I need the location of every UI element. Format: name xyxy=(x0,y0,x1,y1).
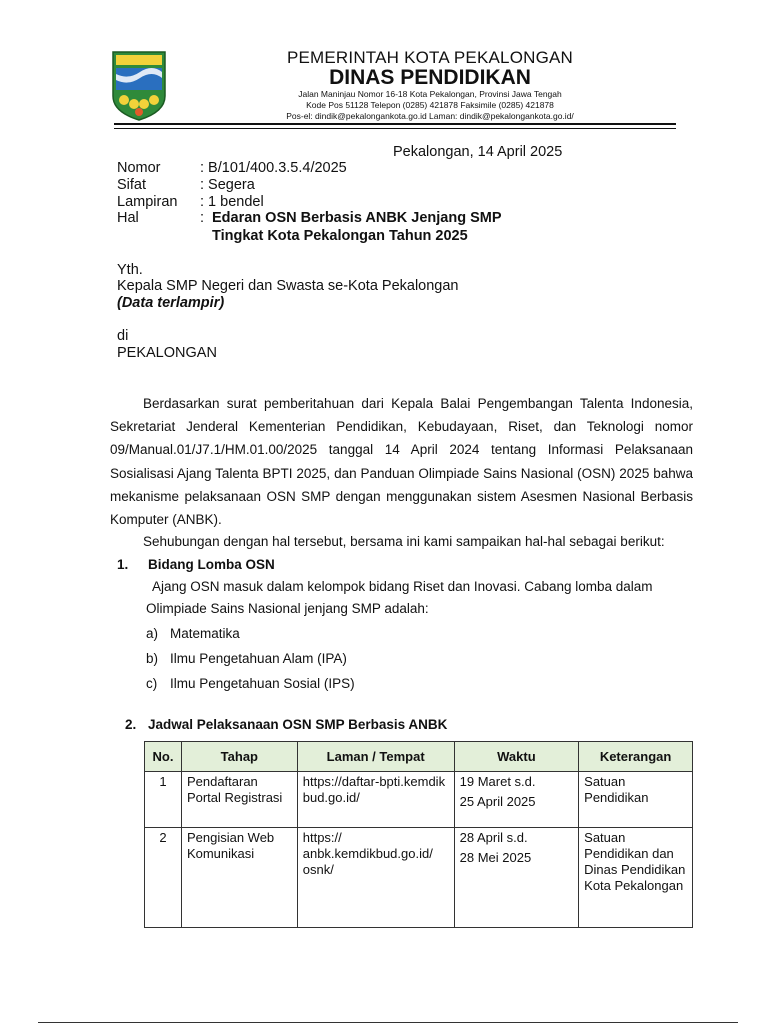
recipient-di: di xyxy=(117,328,129,344)
schedule-table xyxy=(144,741,693,928)
row-time xyxy=(454,772,579,828)
lampiran-label: Lampiran xyxy=(117,194,178,210)
table-row xyxy=(145,828,693,928)
row-url-link[interactable]: https://daftar-bpti.kemdikbud.go.id/ xyxy=(297,772,454,828)
row-note: Satuan Pendidikan dan Dinas Pendidikan Kota Pekalongan xyxy=(579,828,693,928)
hal-colon: : xyxy=(200,210,205,226)
page-bottom-border xyxy=(38,1022,738,1023)
row-stage: Pengisian Web Komunikasi xyxy=(181,828,297,928)
list-item: Matematika xyxy=(170,626,240,641)
recipient-note: (Data terlampir) xyxy=(117,295,225,311)
row-note: Satuan Pendidikan xyxy=(579,772,693,828)
subject-line-2: Tingkat Kota Pekalongan Tahun 2025 xyxy=(212,228,468,244)
list-item: Ilmu Pengetahuan Alam (IPA) xyxy=(170,651,347,666)
section-2-number: 2. xyxy=(125,717,137,732)
subject-line-1: Edaran OSN Berbasis ANBK Jenjang SMP xyxy=(212,210,502,226)
recipient-name: Kepala SMP Negeri dan Swasta se-Kota Pekalongan xyxy=(117,278,459,294)
email-line: Pos-el: dindik@pekalongankota.go.id Laman: dindik@pekalongankota.go.id/ xyxy=(286,111,574,121)
row-stage: Pendaftaran Portal Registrasi xyxy=(181,772,297,828)
row-time-start: 19 Maret s.d. xyxy=(459,774,536,789)
recipient-city: PEKALONGAN xyxy=(117,345,217,361)
nomor-value: : B/101/400.3.5.4/2025 xyxy=(200,160,347,176)
lampiran-value: : 1 bendel xyxy=(200,194,264,210)
letterhead-divider-thin xyxy=(114,128,676,129)
section-1-title: Bidang Lomba OSN xyxy=(148,557,275,572)
column-header: Tahap xyxy=(181,742,297,772)
list-item-marker: a) xyxy=(146,626,159,641)
hal-label: Hal xyxy=(117,210,139,226)
section-1-intro-line-2: Olimpiade Sains Nasional jenjang SMP adalah: xyxy=(146,601,429,616)
section-1-intro-line-1: Ajang OSN masuk dalam kelompok bidang Riset dan Inovasi. Cabang lomba dalam xyxy=(152,579,653,594)
column-header: Keterangan xyxy=(579,742,693,772)
list-item-marker: c) xyxy=(146,676,158,691)
nomor-label: Nomor xyxy=(117,160,161,176)
row-number: 1 xyxy=(145,772,182,828)
table-row xyxy=(145,772,693,828)
government-name: PEMERINTAH KOTA PEKALONGAN xyxy=(286,48,574,67)
sifat-label: Sifat xyxy=(117,177,147,193)
sifat-value: : Segera xyxy=(200,177,255,193)
address-line: Jalan Maninjau Nomor 16-18 Kota Pekalongan, Provinsi Jawa Tengah xyxy=(298,89,562,99)
letterhead-divider xyxy=(114,123,676,125)
city-emblem-icon xyxy=(110,50,168,122)
place-date: Pekalongan, 14 April 2025 xyxy=(393,144,563,160)
row-time-end: 25 April 2025 xyxy=(459,794,536,809)
table-header-row xyxy=(145,742,693,772)
row-time xyxy=(454,828,579,928)
list-item-marker: b) xyxy=(146,651,159,666)
section-1-number: 1. xyxy=(117,557,129,572)
row-time-start: 28 April s.d. xyxy=(459,830,528,845)
body-paragraph-2: Sehubungan dengan hal tersebut, bersama ini kami sampaikan hal-hal sebagai berikut: xyxy=(143,534,665,549)
department-name: DINAS PENDIDIKAN xyxy=(329,66,531,89)
list-item: Ilmu Pengetahuan Sosial (IPS) xyxy=(170,676,355,691)
row-url-link[interactable]: https:// anbk.kemdikbud.go.id/ osnk/ xyxy=(297,828,454,928)
body-paragraph-1: Berdasarkan surat pemberitahuan dari Kepala Balai Pengembangan Talenta Indonesia, Sekretariat Jenderal Kementerian Pendidikan, Kebudayaan, Riset, dan Teknologi nomor 09/Manual.01/J7.1/HM.01.00/2025 tanggal 14 April 2024 tentang Informasi Pelaksanaan Sosialisasi Ajang Talenta BPTI 2025, dan Panduan Olimpiade Sains Nasional (OSN) 2025 bahwa mekanisme pelaksanaan OSN SMP dengan menggunakan sistem Asesmen Nasional Berbasis Komputer (ANBK). xyxy=(110,396,693,528)
column-header: No. xyxy=(145,742,182,772)
row-time-end: 28 Mei 2025 xyxy=(459,850,532,865)
column-header: Waktu xyxy=(454,742,579,772)
row-number: 2 xyxy=(145,828,182,928)
section-2-title: Jadwal Pelaksanaan OSN SMP Berbasis ANBK xyxy=(148,717,448,732)
contact-line: Kode Pos 51128 Telepon (0285) 421878 Faksimile (0285) 421878 xyxy=(306,100,554,110)
salutation: Yth. xyxy=(117,262,143,278)
column-header: Laman / Tempat xyxy=(297,742,454,772)
